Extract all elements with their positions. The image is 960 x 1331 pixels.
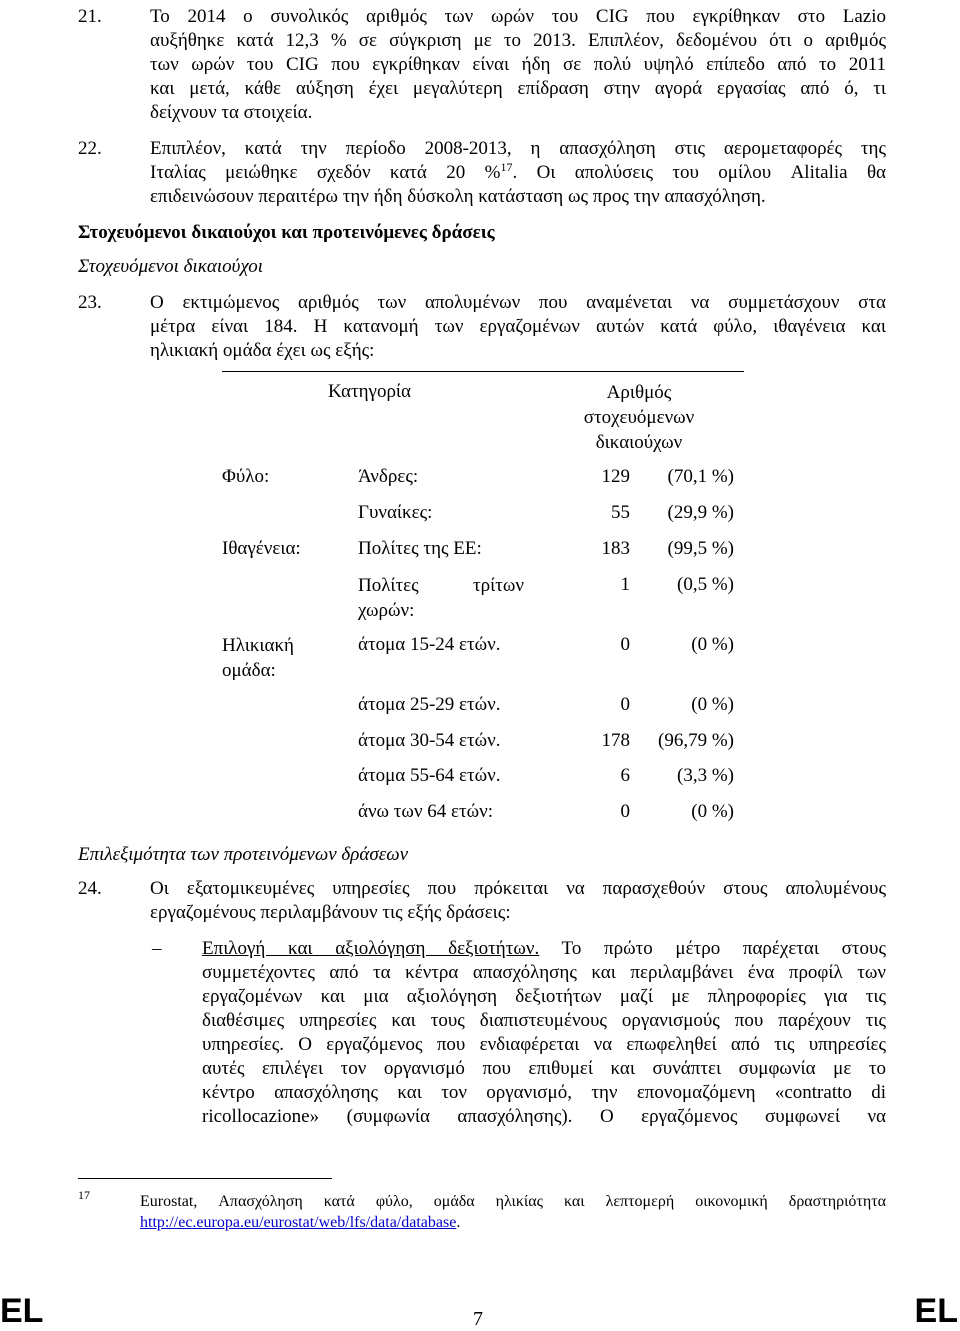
table-row-label [358,573,524,623]
page-number: 7 [473,1308,483,1330]
paragraph-21 [150,5,886,125]
paragraph-23 [150,291,886,363]
table-top-rule [222,371,744,372]
table-group-age [222,633,294,683]
paragraph-21-line: και μετά, κάθε αύξηση έχει μεγαλύτερη επίδραση στην αγορά εργασίας από ό, τι [150,78,886,99]
subheading-eligibility: Επιλεξιμότητα των προτεινόμενων δράσεων [78,844,409,865]
table-row-label-line: χωρών: [358,600,415,621]
paragraph-number-22: 22. [78,138,102,159]
bullet-line: συμμετέχοντες από τα κέντρα απασχόλησης και περιλαμβάνει ένα προφίλ των [202,962,886,983]
table-row-percent: (29,9 %) [667,502,734,523]
table-header-category: Κατηγορία [328,381,411,402]
table-row-count: 55 [611,502,630,523]
bullet-title: Επιλογή και αξιολόγηση δεξιοτήτων. [202,938,540,959]
table-group-age-line: ομάδα: [222,660,276,681]
table-row-percent: (0 %) [691,694,734,715]
language-code-left: EL [0,1292,44,1330]
table-row-percent: (0,5 %) [677,574,734,595]
table-header-count [566,380,712,455]
table-group-gender: Φύλο: [222,466,270,487]
paragraph-23-line: μέτρα είναι 184. Η κατανομή των εργαζομένων αυτών κατά φύλο, ιθαγένεια και [150,316,886,337]
paragraph-22-line: επιδεινώσουν περαιτέρω την ήδη δύσκολη κατάσταση ως προς την απασχόληση. [150,186,766,207]
table-row-label: άτομα 15-24 ετών. [358,634,501,655]
bullet-line: διαθέσιμες υπηρεσίες και τους διαπιστευμένους οργανισμούς που παρέχουν τις [202,1010,886,1031]
table-row-count: 178 [601,730,630,751]
footnote-text [140,1191,886,1233]
footnote-reference[interactable]: 17 [500,160,513,174]
paragraph-number-24: 24. [78,878,102,899]
paragraph-number-23: 23. [78,292,102,313]
bullet-dash: – [152,938,162,959]
table-row-count: 1 [620,574,630,595]
paragraph-21-line: δείχνουν τα στοιχεία. [150,102,313,123]
table-row-label: άνω των 64 ετών: [358,801,494,822]
table-row-label: Πολίτες της ΕΕ: [358,538,482,559]
table-row-count: 0 [620,694,630,715]
paragraph-24-line: Οι εξατομικευμένες υπηρεσίες που πρόκειται να παρασχεθούν στους απολυμένους [150,878,886,899]
table-row-percent: (0 %) [691,801,734,822]
table-header-count-line: δικαιούχων [595,432,683,453]
table-row-label: Άνδρες: [358,466,419,487]
language-code-right: EL [914,1292,958,1330]
footnote-link-suffix: . [456,1214,461,1231]
bullet-text: Το πρώτο μέτρο παρέχεται στους [561,938,886,959]
table-row-label: άτομα 55-64 ετών. [358,765,501,786]
paragraph-22 [150,137,886,209]
footnote-number: 17 [78,1188,90,1202]
paragraph-22-line: Επιπλέον, κατά την περίοδο 2008-2013, η απασχόληση στις αερομεταφορές της [150,138,886,159]
table-group-nationality: Ιθαγένεια: [222,538,301,559]
paragraph-24-line: εργαζομένους περιλαμβάνουν τις εξής δράσεις: [150,902,511,923]
table-row-percent: (99,5 %) [667,538,734,559]
table-row-count: 129 [601,466,630,487]
footnote-link[interactable]: http://ec.europa.eu/eurostat/web/lfs/data/database [140,1214,457,1231]
bullet-line: αυτές επιλέγει τον οργανισμό που επιθυμεί και συνάπτει συμφωνία με το [202,1058,886,1079]
footnote-separator [78,1178,332,1179]
bullet-line: υπηρεσίες. Ο εργαζόμενος που ενδιαφέρεται να επωφεληθεί από τις υπηρεσίες [202,1034,886,1055]
bullet-item [202,937,886,1129]
subheading-beneficiaries: Στοχευόμενοι δικαιούχοι [78,256,264,277]
bullet-line [202,937,886,961]
paragraph-22-text: . Οι απολύσεις του ομίλου Alitalia θα [512,162,886,183]
paragraph-22-line [150,161,886,185]
section-heading: Στοχευόμενοι δικαιούχοι και προτεινόμενες δράσεις [78,222,495,243]
bullet-line: ricollocazione» (συμφωνία απασχόλησης). Ο εργαζόμενος συμφωνεί να [202,1106,886,1127]
table-row-percent: (96,79 %) [658,730,734,751]
table-row-count: 6 [620,765,630,786]
table-row-percent: (70,1 %) [667,466,734,487]
paragraph-21-line: αυξήθηκε κατά 12,3 % σε σύγκριση με το 2013. Επιπλέον, δεδομένου ότι ο αριθμός [150,30,886,51]
table-row-percent: (3,3 %) [677,765,734,786]
table-row-label-line: Πολίτες τρίτων [358,575,524,596]
table-row-label: άτομα 25-29 ετών. [358,694,501,715]
footnote-line: Eurostat, Απασχόληση κατά φύλο, ομάδα ηλικίας και λεπτομερή οικονομική δραστηριότητα [140,1193,886,1210]
bullet-line: κέντρο απασχόλησης και τον οργανισμό, την επονομαζόμενη «contratto di [202,1082,886,1103]
table-row-count: 0 [620,634,630,655]
paragraph-21-line: Το 2014 ο συνολικός αριθμός των ωρών του CIG που εγκρίθηκαν στο Lazio [150,6,886,27]
bullet-line: εργαζομένων και μια αξιολόγηση δεξιοτήτων μαζί με πληροφορίες για τις [202,986,886,1007]
table-row-percent: (0 %) [691,634,734,655]
paragraph-21-line: των ωρών του CIG που εγκρίθηκαν είναι ήδη σε πολύ υψηλό επίπεδο από το 2011 [150,54,886,75]
paragraph-number-21: 21. [78,6,102,27]
paragraph-23-line: ηλικιακή ομάδα έχει ως εξής: [150,340,375,361]
table-row-count: 183 [601,538,630,559]
table-header-count-line: Αριθμός [606,382,672,403]
table-row-count: 0 [620,801,630,822]
table-row-label: άτομα 30-54 ετών. [358,730,501,751]
table-group-age-line: Ηλικιακή [222,635,294,656]
footnote-line [140,1212,886,1233]
table-header-count-line: στοχευόμενων [583,407,695,428]
table-row-label: Γυναίκες: [358,502,433,523]
paragraph-23-line: Ο εκτιμώμενος αριθμός των απολυμένων που αναμένεται να συμμετάσχουν στα [150,292,886,313]
paragraph-22-text: Ιταλίας μειώθηκε σχεδόν κατά 20 % [150,162,501,183]
paragraph-24 [150,877,886,925]
